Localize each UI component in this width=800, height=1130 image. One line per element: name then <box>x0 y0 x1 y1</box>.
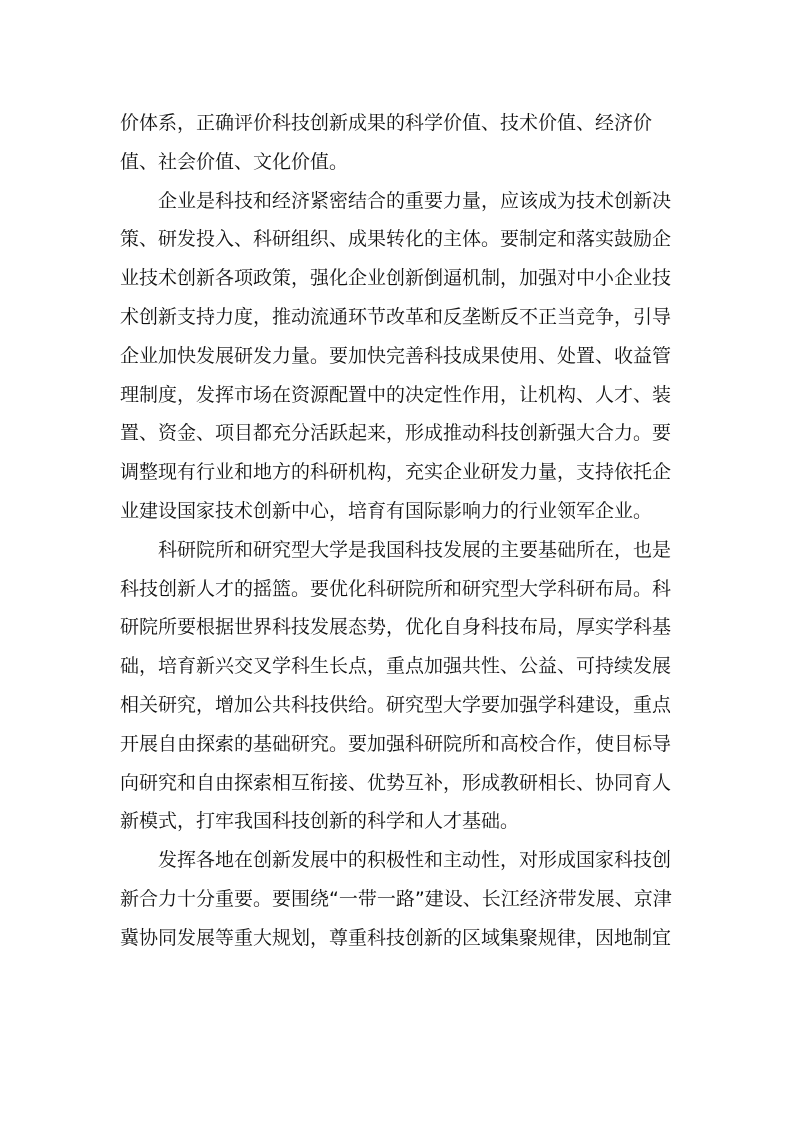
text-line: 价体系，正确评价科技创新成果的科学价值、技术价值、经济价 <box>120 112 653 134</box>
text-line: 新模式，打牢我国科技创新的科学和人才基础。 <box>120 810 520 833</box>
text-line: 企业加快发展研发力量。要加快完善科技成果使用、处置、收益管 <box>120 344 672 367</box>
text-line: 础，培育新兴交叉学科生长点，重点加强共性、公益、可持续发展 <box>120 655 672 678</box>
text-line: 开展自由探索的基础研究。要加强科研院所和高校合作，使目标导 <box>120 732 672 755</box>
text-line: 相关研究，增加公共科技供给。研究型大学要加强学科建设，重点 <box>120 693 672 716</box>
text-line: 业建设国家技术创新中心，培育有国际影响力的行业领军企业。 <box>120 499 653 522</box>
text-line: 理制度，发挥市场在资源配置中的决定性作用，让机构、人才、装 <box>120 383 672 406</box>
text-line: 冀协同发展等重大规划，尊重科技创新的区域集聚规律，因地制宜 <box>120 926 672 949</box>
text-line: 术创新支持力度，推动流通环节改革和反垄断反不正当竞争，引导 <box>120 305 672 328</box>
text-line: 科技创新人才的摇篮。要优化科研院所和研究型大学科研布局。科 <box>120 577 672 600</box>
paragraph-first-line: 发挥各地在创新发展中的积极性和主动性，对形成国家科技创 <box>158 849 672 872</box>
text-line: 业技术创新各项政策，强化企业创新倒逼机制，加强对中小企业技 <box>120 267 672 290</box>
text-line: 调整现有行业和地方的科研机构，充实企业研发力量，支持依托企 <box>120 461 672 484</box>
paragraph-first-line: 企业是科技和经济紧密结合的重要力量，应该成为技术创新决 <box>158 189 672 212</box>
text-line: 研院所要根据世界科技发展态势，优化自身科技布局，厚实学科基 <box>120 616 672 639</box>
text-line: 向研究和自由探索相互衔接、优势互补，形成教研相长、协同育人 <box>120 771 672 794</box>
paragraph-first-line: 科研院所和研究型大学是我国科技发展的主要基础所在，也是 <box>158 538 672 561</box>
text-line: 值、社会价值、文化价值。 <box>120 150 349 173</box>
text-line: 策、研发投入、科研组织、成果转化的主体。要制定和落实鼓励企 <box>120 228 672 251</box>
body-text <box>120 104 680 958</box>
text-line: 新合力十分重要。要围绕“一带一路”建设、长江经济带发展、京津 <box>120 887 672 910</box>
text-line: 置、资金、项目都充分活跃起来，形成推动科技创新强大合力。要 <box>120 422 672 445</box>
